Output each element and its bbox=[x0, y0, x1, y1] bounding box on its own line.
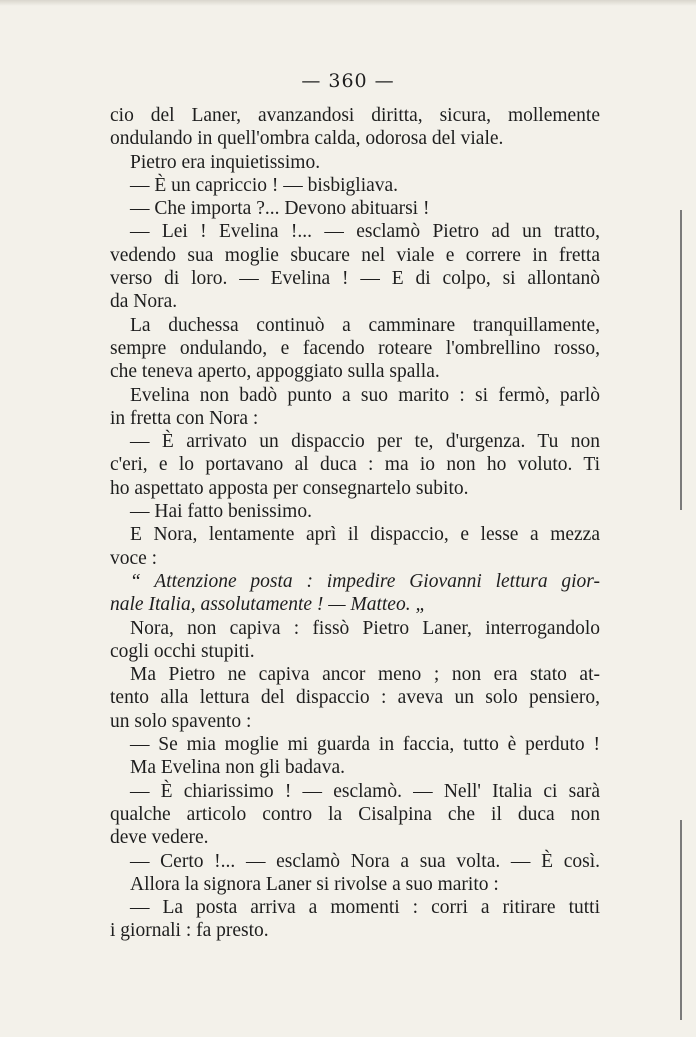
text-line: Pietro era inquietissimo. bbox=[130, 151, 321, 173]
text-line: Ma Pietro ne capiva ancor meno ; non era stato at- bbox=[130, 664, 600, 686]
text-line: cogli occhi stupiti. bbox=[110, 640, 255, 662]
body-text bbox=[110, 104, 600, 943]
text-line: Ma Evelina non gli badava. bbox=[130, 757, 345, 779]
text-line: — È chiarissimo ! — esclamò. — Nell' Italia ci sarà bbox=[130, 780, 600, 802]
text-line: tento alla lettura del dispaccio : aveva un solo pensiero, bbox=[110, 687, 600, 709]
telegram-line: nale Italia, assolutamente ! — Matteo. „ bbox=[110, 594, 427, 616]
text-line: voce : bbox=[110, 547, 158, 569]
text-line: ondulando in quell'ombra calda, odorosa del viale. bbox=[110, 128, 504, 150]
page-number: — 360 — bbox=[301, 70, 395, 92]
text-line: Allora la signora Laner si rivolse a suo marito : bbox=[130, 873, 499, 895]
text-line: qualche articolo contro la Cisalpina che il duca non bbox=[110, 803, 600, 825]
text-line: — La posta arriva a momenti : corri a ritirare tutti bbox=[130, 897, 600, 919]
text-line: Evelina non badò punto a suo marito : si fermò, parlò bbox=[130, 384, 600, 406]
text-line: Nora, non capiva : fissò Pietro Laner, interrogandolo bbox=[130, 617, 600, 639]
text-line: E Nora, lentamente aprì il dispaccio, e lesse a mezza bbox=[130, 524, 600, 546]
text-line: da Nora. bbox=[110, 291, 178, 313]
text-line: — Se mia moglie mi guarda in faccia, tutto è perduto ! bbox=[130, 734, 600, 756]
page-edge-shadow-lower bbox=[680, 820, 682, 1020]
text-line: — Hai fatto benissimo. bbox=[130, 501, 312, 523]
page-edge-shadow bbox=[680, 210, 682, 510]
text-line: ho aspettato apposta per consegnartelo subito. bbox=[110, 477, 469, 499]
text-line: c'eri, e lo portavano al duca : ma io non ho voluto. Ti bbox=[110, 454, 600, 476]
text-line: La duchessa continuò a camminare tranquillamente, bbox=[130, 314, 600, 336]
text-line: i giornali : fa presto. bbox=[110, 920, 269, 942]
text-line: in fretta con Nora : bbox=[110, 407, 259, 429]
text-line: sempre ondulando, e facendo roteare l'ombrellino rosso, bbox=[110, 337, 600, 359]
text-line: che teneva aperto, appoggiato sulla spalla. bbox=[110, 361, 440, 383]
text-line: cio del Laner, avanzandosi diritta, sicura, mollemente bbox=[110, 105, 600, 126]
text-line: — Che importa ?... Devono abituarsi ! bbox=[130, 198, 430, 220]
telegram-line: “ Attenzione posta : impedire Giovanni lettura gior- bbox=[130, 570, 600, 592]
text-line: deve vedere. bbox=[110, 827, 209, 849]
text-line: — È arrivato un dispaccio per te, d'urgenza. Tu non bbox=[130, 431, 600, 453]
text-line: verso di loro. — Evelina ! — E di colpo, si allontanò bbox=[110, 268, 600, 290]
text-line: vedendo sua moglie sbucare nel viale e correre in fretta bbox=[110, 244, 600, 266]
text-line: — È un capriccio ! — bisbigliava. bbox=[130, 174, 399, 196]
text-line: — Certo !... — esclamò Nora a sua volta. — È così. bbox=[130, 850, 600, 872]
text-line: un solo spavento : bbox=[110, 710, 252, 732]
text-line: — Lei ! Evelina !... — esclamò Pietro ad un tratto, bbox=[130, 221, 600, 243]
page-top-edge bbox=[0, 0, 696, 6]
